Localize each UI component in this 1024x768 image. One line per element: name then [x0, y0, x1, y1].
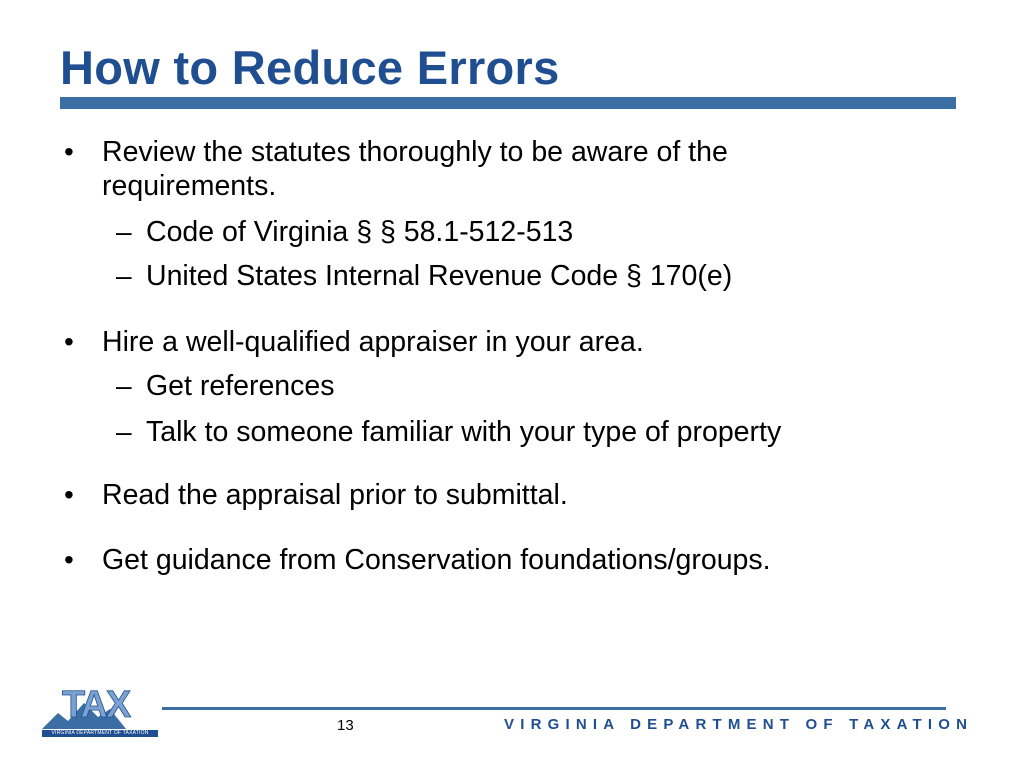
page-number: 13 [337, 717, 354, 734]
footer-organization: VIRGINIA DEPARTMENT OF TAXATION [504, 716, 974, 733]
footer-rule [162, 707, 946, 710]
sub-item-text: United States Internal Revenue Code § 170(e) [146, 260, 733, 292]
title-underline [60, 97, 956, 109]
tax-logo [40, 683, 160, 737]
logo-text: TAX [62, 684, 130, 726]
dash-icon: – [116, 216, 132, 247]
sub-item-text: Get references [146, 370, 335, 402]
bullet-dot-icon: • [64, 479, 74, 510]
dash-icon: – [116, 370, 132, 401]
bullet-text: Get guidance from Conservation foundations/groups. [102, 544, 771, 576]
bullet-text: Read the appraisal prior to submittal. [102, 479, 568, 511]
bullet-dot-icon: • [64, 544, 74, 575]
dash-icon: – [116, 416, 132, 447]
logo-caption: VIRGINIA DEPARTMENT OF TAXATION [42, 730, 158, 737]
sub-item-text: Code of Virginia § § 58.1-512-513 [146, 216, 574, 248]
bullet-text: requirements. [102, 170, 277, 202]
sub-item-text: Talk to someone familiar with your type of property [146, 416, 782, 448]
bullet-dot-icon: • [64, 136, 74, 167]
slide-title: How to Reduce Errors [60, 41, 560, 94]
bullet-text: Review the statutes thoroughly to be aware of the [102, 136, 728, 168]
bullet-text: Hire a well-qualified appraiser in your area. [102, 326, 644, 358]
dash-icon: – [116, 260, 132, 291]
bullet-dot-icon: • [64, 326, 74, 357]
